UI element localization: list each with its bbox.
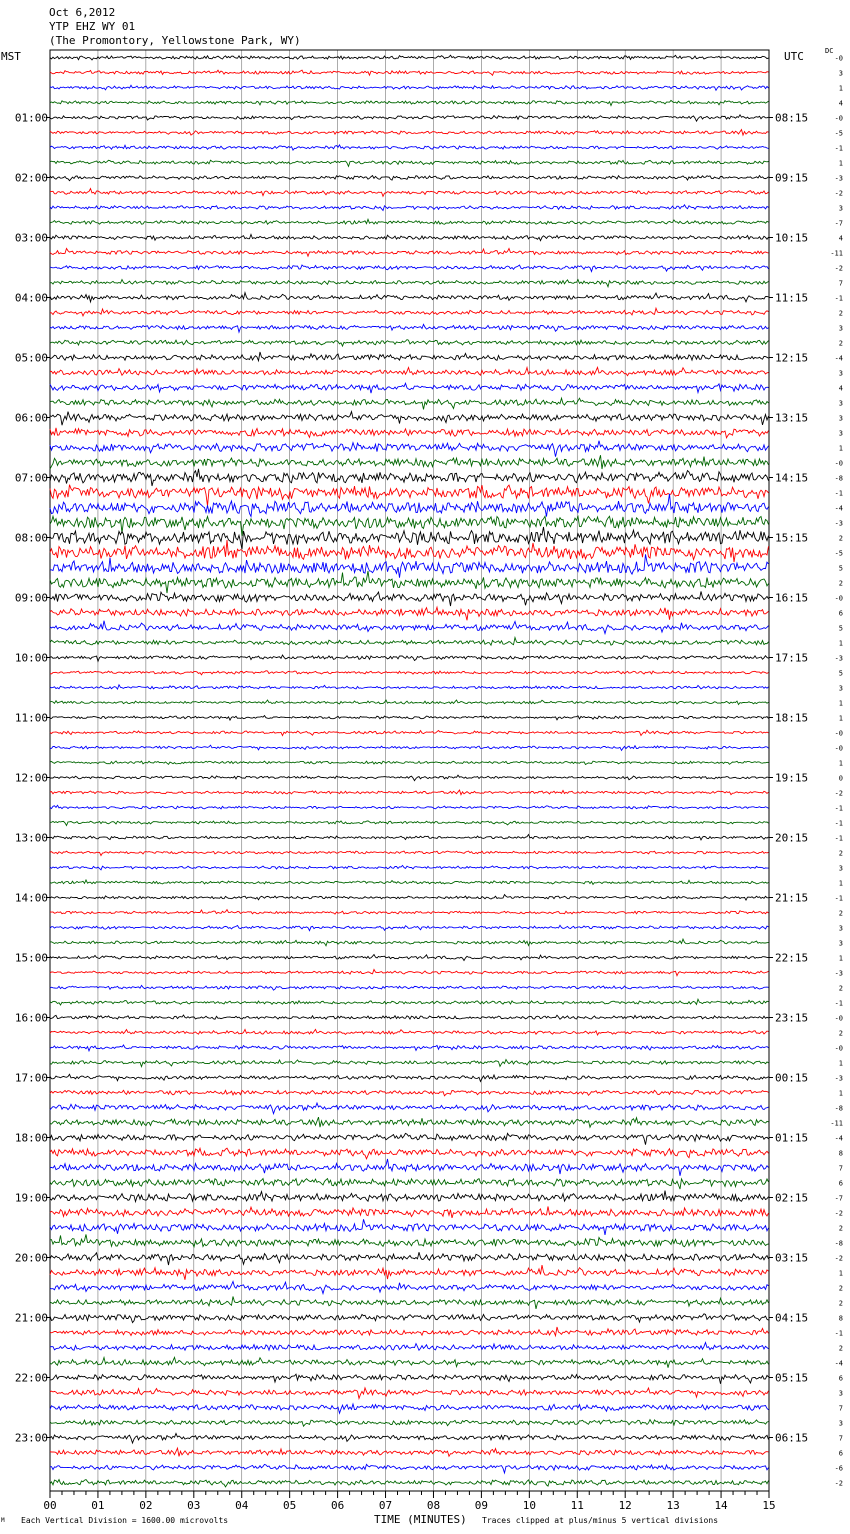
dc-offset-value: 2 <box>838 309 843 318</box>
dc-offset-value: 1 <box>838 84 843 93</box>
seismic-trace <box>50 999 769 1005</box>
dc-offset-value: 7 <box>838 1404 843 1413</box>
dc-offset-value: 6 <box>838 1179 843 1188</box>
seismic-trace <box>50 821 769 826</box>
seismic-trace <box>50 265 769 272</box>
right-hour-label: 03:15 <box>775 1251 809 1265</box>
seismic-trace <box>50 1234 769 1247</box>
seismic-trace <box>50 485 769 506</box>
dc-offset-value: -2 <box>834 789 843 798</box>
seismic-trace <box>50 145 769 150</box>
dc-offset-value: -4 <box>834 1134 843 1143</box>
dc-offset-value: 2 <box>838 1224 843 1233</box>
x-tick-label: 11 <box>570 1499 584 1512</box>
seismic-trace <box>50 1448 769 1456</box>
dc-offset-value: 3 <box>838 369 843 378</box>
seismic-trace <box>50 1420 769 1427</box>
dc-offset-value: -11 <box>830 249 843 258</box>
seismic-trace <box>50 895 769 901</box>
seismic-trace <box>50 939 769 946</box>
dc-offset-value: -0 <box>834 54 843 63</box>
seismic-trace <box>50 85 769 90</box>
seismic-trace <box>50 591 769 606</box>
seismic-trace <box>50 160 769 166</box>
seismic-trace <box>50 367 769 375</box>
dc-offset-value: 3 <box>838 204 843 213</box>
dc-offset-value: 2 <box>838 1299 843 1308</box>
dc-offset-value: 3 <box>838 924 843 933</box>
dc-offset-value: 3 <box>838 1419 843 1428</box>
dc-offset-value: 7 <box>838 1434 843 1443</box>
seismic-trace <box>50 516 769 536</box>
dc-offset-value: 4 <box>838 384 843 393</box>
seismic-trace <box>50 219 769 224</box>
left-hour-label: 21:00 <box>14 1311 48 1325</box>
dc-offset-value: 4 <box>838 234 843 243</box>
x-tick-label: 04 <box>235 1499 249 1512</box>
dc-offset-value: -2 <box>834 1209 843 1218</box>
seismic-trace <box>50 1404 769 1413</box>
left-hour-label: 09:00 <box>14 591 48 605</box>
seismic-trace <box>50 607 769 620</box>
x-tick-label: 03 <box>187 1499 201 1512</box>
seismic-trace <box>50 671 769 675</box>
seismic-trace <box>50 716 769 721</box>
dc-offset-value: 3 <box>838 324 843 333</box>
x-tick-label: 08 <box>426 1499 441 1512</box>
dc-offset-value: -1 <box>834 489 843 498</box>
dc-offset-value: 3 <box>838 429 843 438</box>
dc-offset-value: 3 <box>838 399 843 408</box>
left-hour-label: 10:00 <box>14 651 48 665</box>
left-hour-label: 20:00 <box>14 1251 48 1265</box>
dc-offset-value: 3 <box>838 864 843 873</box>
dc-offset-value: -8 <box>834 474 843 483</box>
seismic-trace <box>50 412 769 426</box>
seismic-trace <box>50 176 769 181</box>
x-tick-label: 12 <box>618 1499 632 1512</box>
right-hour-label: 04:15 <box>775 1311 809 1325</box>
seismic-trace <box>50 1191 769 1202</box>
seismic-trace <box>50 851 769 855</box>
x-axis-label: TIME (MINUTES) <box>374 1513 467 1526</box>
dc-offset-value: -0 <box>834 1044 843 1053</box>
seismic-trace <box>50 745 769 750</box>
x-tick-label: 14 <box>714 1499 728 1512</box>
seismic-trace <box>50 1433 769 1443</box>
dc-offset-value: 5 <box>838 624 843 633</box>
seismic-trace <box>50 761 769 765</box>
right-hour-label: 21:15 <box>775 891 809 905</box>
seismic-trace <box>50 308 769 316</box>
dc-offset-value: 2 <box>838 849 843 858</box>
left-timezone-label: MST <box>1 50 21 63</box>
dc-offset-value: -4 <box>834 504 843 513</box>
seismic-trace <box>50 1480 769 1487</box>
clip-note: Traces clipped at plus/minus 5 vertical divisions <box>482 1516 719 1525</box>
dc-offset-value: 1 <box>838 759 843 768</box>
seismic-trace <box>50 100 769 105</box>
seismic-trace <box>50 527 769 549</box>
seismic-trace <box>50 880 769 884</box>
dc-offset-value: -3 <box>834 969 843 978</box>
right-hour-label: 12:15 <box>775 351 809 365</box>
dc-offset-value: -1 <box>834 144 843 153</box>
dc-offset-value: -7 <box>834 1194 843 1203</box>
dc-offset-value: 1 <box>838 714 843 723</box>
left-hour-label: 19:00 <box>14 1191 48 1205</box>
right-hour-label: 17:15 <box>775 651 809 665</box>
seismic-trace <box>50 970 769 976</box>
seismic-trace <box>50 1357 769 1367</box>
left-hour-label: 12:00 <box>14 771 48 785</box>
seismic-trace <box>50 455 769 469</box>
seismic-trace <box>50 340 769 347</box>
left-hour-label: 16:00 <box>14 1011 48 1025</box>
left-hour-label: 14:00 <box>14 891 48 905</box>
dc-offset-value: 3 <box>838 939 843 948</box>
dc-offset-value: -1 <box>834 834 843 843</box>
seismic-trace <box>50 955 769 961</box>
seismic-trace <box>50 469 769 486</box>
dc-offset-value: -1 <box>834 294 843 303</box>
dc-offset-value: -0 <box>834 459 843 468</box>
dc-offset-value: 4 <box>838 99 843 108</box>
footer-mark: M <box>1 1517 5 1524</box>
seismic-trace <box>50 1206 769 1218</box>
left-hour-label: 22:00 <box>14 1371 48 1385</box>
dc-offset-value: -7 <box>834 219 843 228</box>
seismic-trace <box>50 234 769 240</box>
dc-offset-value: 2 <box>838 909 843 918</box>
dc-offset-value: 1 <box>838 1089 843 1098</box>
seismic-trace <box>50 428 769 438</box>
seismic-trace <box>50 985 769 990</box>
right-hour-label: 11:15 <box>775 291 809 305</box>
seismic-trace <box>50 1133 769 1144</box>
left-hour-label: 01:00 <box>14 111 48 125</box>
x-tick-label: 09 <box>474 1499 489 1512</box>
x-tick-label: 13 <box>666 1499 680 1512</box>
dc-offset-value: -1 <box>834 804 843 813</box>
scale-note: Each Vertical Division = 1600.00 microvolts <box>21 1516 229 1525</box>
dc-offset-value: -1 <box>834 1329 843 1338</box>
left-hour-label: 06:00 <box>14 411 48 425</box>
left-hour-label: 03:00 <box>14 231 48 245</box>
dc-offset-value: -4 <box>834 354 843 363</box>
seismic-trace <box>50 775 769 780</box>
dc-offset-value: 2 <box>838 579 843 588</box>
dc-offset-value: 8 <box>838 1314 843 1323</box>
seismic-trace <box>50 1045 769 1051</box>
right-hour-label: 20:15 <box>775 831 809 845</box>
dc-offset-value: -5 <box>834 549 843 558</box>
dc-offset-value: 5 <box>838 669 843 678</box>
seismic-trace <box>50 1103 769 1114</box>
seismic-trace <box>50 621 769 634</box>
left-hour-label: 02:00 <box>14 171 48 185</box>
left-hour-label: 13:00 <box>14 831 48 845</box>
dc-offset-value: 6 <box>838 1449 843 1458</box>
seismic-trace <box>50 1265 769 1280</box>
seismic-trace <box>50 554 769 577</box>
right-hour-label: 14:15 <box>775 471 809 485</box>
dc-offset-value: 7 <box>838 279 843 288</box>
seismic-trace <box>50 1060 769 1067</box>
dc-offset-value: 3 <box>838 69 843 78</box>
left-hour-label: 18:00 <box>14 1131 48 1145</box>
dc-offset-value: 2 <box>838 1029 843 1038</box>
right-hour-label: 23:15 <box>775 1011 809 1025</box>
dc-offset-value: -0 <box>834 1014 843 1023</box>
dc-offset-value: -0 <box>834 114 843 123</box>
right-hour-label: 01:15 <box>775 1131 809 1145</box>
seismic-trace <box>50 1219 769 1235</box>
dc-offset-value: -4 <box>834 1359 843 1368</box>
seismic-trace <box>50 189 769 197</box>
dc-offset-value: 2 <box>838 984 843 993</box>
dc-offset-value: -1 <box>834 999 843 1008</box>
right-hour-label: 00:15 <box>775 1071 809 1085</box>
dc-offset-value: 2 <box>838 1284 843 1293</box>
seismic-trace <box>50 1074 769 1081</box>
dc-offset-value: 3 <box>838 684 843 693</box>
left-hour-label: 08:00 <box>14 531 48 545</box>
dc-offset-value: -3 <box>834 654 843 663</box>
dc-offset-value: -3 <box>834 174 843 183</box>
dc-offset-value: 1 <box>838 639 843 648</box>
x-tick-label: 01 <box>91 1499 105 1512</box>
dc-offset-value: 6 <box>838 1374 843 1383</box>
seismic-trace <box>50 70 769 75</box>
seismic-trace <box>50 700 769 705</box>
right-hour-label: 13:15 <box>775 411 809 425</box>
dc-offset-value: -8 <box>834 1104 843 1113</box>
seismic-trace <box>50 655 769 661</box>
right-timezone-label: UTC <box>784 50 804 63</box>
seismic-trace <box>50 638 769 646</box>
seismic-trace <box>50 115 769 121</box>
right-hour-label: 08:15 <box>775 111 809 125</box>
dc-offset-value: 2 <box>838 1344 843 1353</box>
seismic-trace <box>50 865 769 869</box>
seismic-trace <box>50 730 769 735</box>
x-tick-label: 15 <box>762 1499 776 1512</box>
seismic-trace <box>50 1282 769 1294</box>
seismic-trace <box>50 805 769 809</box>
seismic-trace <box>50 1029 769 1035</box>
seismic-trace <box>50 1464 769 1473</box>
seismic-trace <box>50 1297 769 1309</box>
seismic-trace <box>50 685 769 689</box>
dc-offset-value: -0 <box>834 594 843 603</box>
dc-offset-value: -3 <box>834 1074 843 1083</box>
dc-offset-value: 2 <box>838 534 843 543</box>
seismic-trace <box>50 293 769 302</box>
seismic-trace <box>50 1015 769 1019</box>
dc-offset-value: -3 <box>834 519 843 528</box>
seismic-trace <box>50 352 769 361</box>
seismic-trace <box>50 1327 769 1336</box>
seismic-trace <box>50 1388 769 1399</box>
right-hour-label: 19:15 <box>775 771 809 785</box>
left-hour-label: 07:00 <box>14 471 48 485</box>
seismic-trace <box>50 925 769 930</box>
dc-offset-value: -0 <box>834 744 843 753</box>
x-tick-label: 06 <box>330 1499 345 1512</box>
dc-offset-value: 7 <box>838 1164 843 1173</box>
seismic-trace <box>50 1117 769 1127</box>
seismic-trace <box>50 248 769 256</box>
dc-offset-value: -1 <box>834 819 843 828</box>
right-hour-label: 22:15 <box>775 951 809 965</box>
seismic-trace <box>50 571 769 593</box>
seismic-trace <box>50 1179 769 1190</box>
left-hour-label: 17:00 <box>14 1071 48 1085</box>
dc-offset-value: -1 <box>834 894 843 903</box>
dc-offset-value: 1 <box>838 1059 843 1068</box>
seismic-trace <box>50 790 769 795</box>
seismic-trace <box>50 324 769 332</box>
left-hour-label: 23:00 <box>14 1431 48 1445</box>
seismic-trace <box>50 280 769 287</box>
dc-offset-value: 8 <box>838 1149 843 1158</box>
dc-offset-value: 1 <box>838 159 843 168</box>
seismic-trace <box>50 1148 769 1159</box>
dc-offset-value: -2 <box>834 1479 843 1488</box>
dc-offset-value: -8 <box>834 1239 843 1248</box>
seismic-trace <box>50 130 769 136</box>
dc-offset-value: 5 <box>838 564 843 573</box>
seismic-trace <box>50 398 769 409</box>
seismic-trace <box>50 1159 769 1176</box>
left-hour-label: 05:00 <box>14 351 48 365</box>
right-hour-label: 05:15 <box>775 1371 809 1385</box>
dc-offset-value: 1 <box>838 699 843 708</box>
seismic-trace <box>50 1090 769 1096</box>
dc-offset-value: -2 <box>834 264 843 273</box>
right-hour-label: 16:15 <box>775 591 809 605</box>
dc-offset-value: 1 <box>838 879 843 888</box>
x-tick-label: 10 <box>522 1499 536 1512</box>
right-hour-label: 18:15 <box>775 711 809 725</box>
right-hour-label: 15:15 <box>775 531 809 545</box>
x-tick-label: 07 <box>378 1499 393 1512</box>
right-hour-label: 06:15 <box>775 1431 809 1445</box>
station-code: YTP EHZ WY 01 <box>49 20 136 33</box>
dc-offset-value: -0 <box>834 729 843 738</box>
seismic-trace <box>50 1252 769 1265</box>
dc-offset-value: 1 <box>838 444 843 453</box>
x-tick-label: 02 <box>139 1499 153 1512</box>
dc-offset-value: -2 <box>834 1254 843 1263</box>
station-location: (The Promontory, Yellowstone Park, WY) <box>49 34 301 47</box>
dc-offset-value: 6 <box>838 609 843 618</box>
seismic-trace <box>50 205 769 211</box>
dc-offset-value: 1 <box>838 954 843 963</box>
dc-offset-value: 0 <box>838 774 843 783</box>
seismic-trace <box>50 55 769 60</box>
right-hour-label: 10:15 <box>775 231 809 245</box>
seismic-trace <box>50 1314 769 1323</box>
seismic-trace <box>50 910 769 915</box>
dc-offset-value: -5 <box>834 129 843 138</box>
dc-offset-value: 3 <box>838 414 843 423</box>
dc-offset-value: -6 <box>834 1464 843 1473</box>
seismic-trace <box>50 494 769 517</box>
chart-date: Oct 6,2012 <box>49 6 116 19</box>
seismic-trace <box>50 1343 769 1351</box>
left-hour-label: 11:00 <box>14 711 48 725</box>
left-hour-label: 04:00 <box>14 291 48 305</box>
right-hour-label: 09:15 <box>775 171 809 185</box>
dc-offset-value: -2 <box>834 189 843 198</box>
x-tick-label: 00 <box>43 1499 57 1512</box>
dc-offset-value: -11 <box>830 1119 843 1128</box>
seismic-trace <box>50 835 769 840</box>
dc-offset-value: 1 <box>838 1269 843 1278</box>
left-hour-label: 15:00 <box>14 951 48 965</box>
seismic-trace <box>50 383 769 393</box>
dc-offset-value: 2 <box>838 339 843 348</box>
seismic-trace <box>50 441 769 457</box>
seismic-trace <box>50 540 769 562</box>
dc-offset-header: DC <box>825 47 834 55</box>
x-tick-label: 05 <box>283 1499 297 1512</box>
seismic-trace <box>50 1374 769 1384</box>
right-hour-label: 02:15 <box>775 1191 809 1205</box>
dc-offset-value: 3 <box>838 1389 843 1398</box>
